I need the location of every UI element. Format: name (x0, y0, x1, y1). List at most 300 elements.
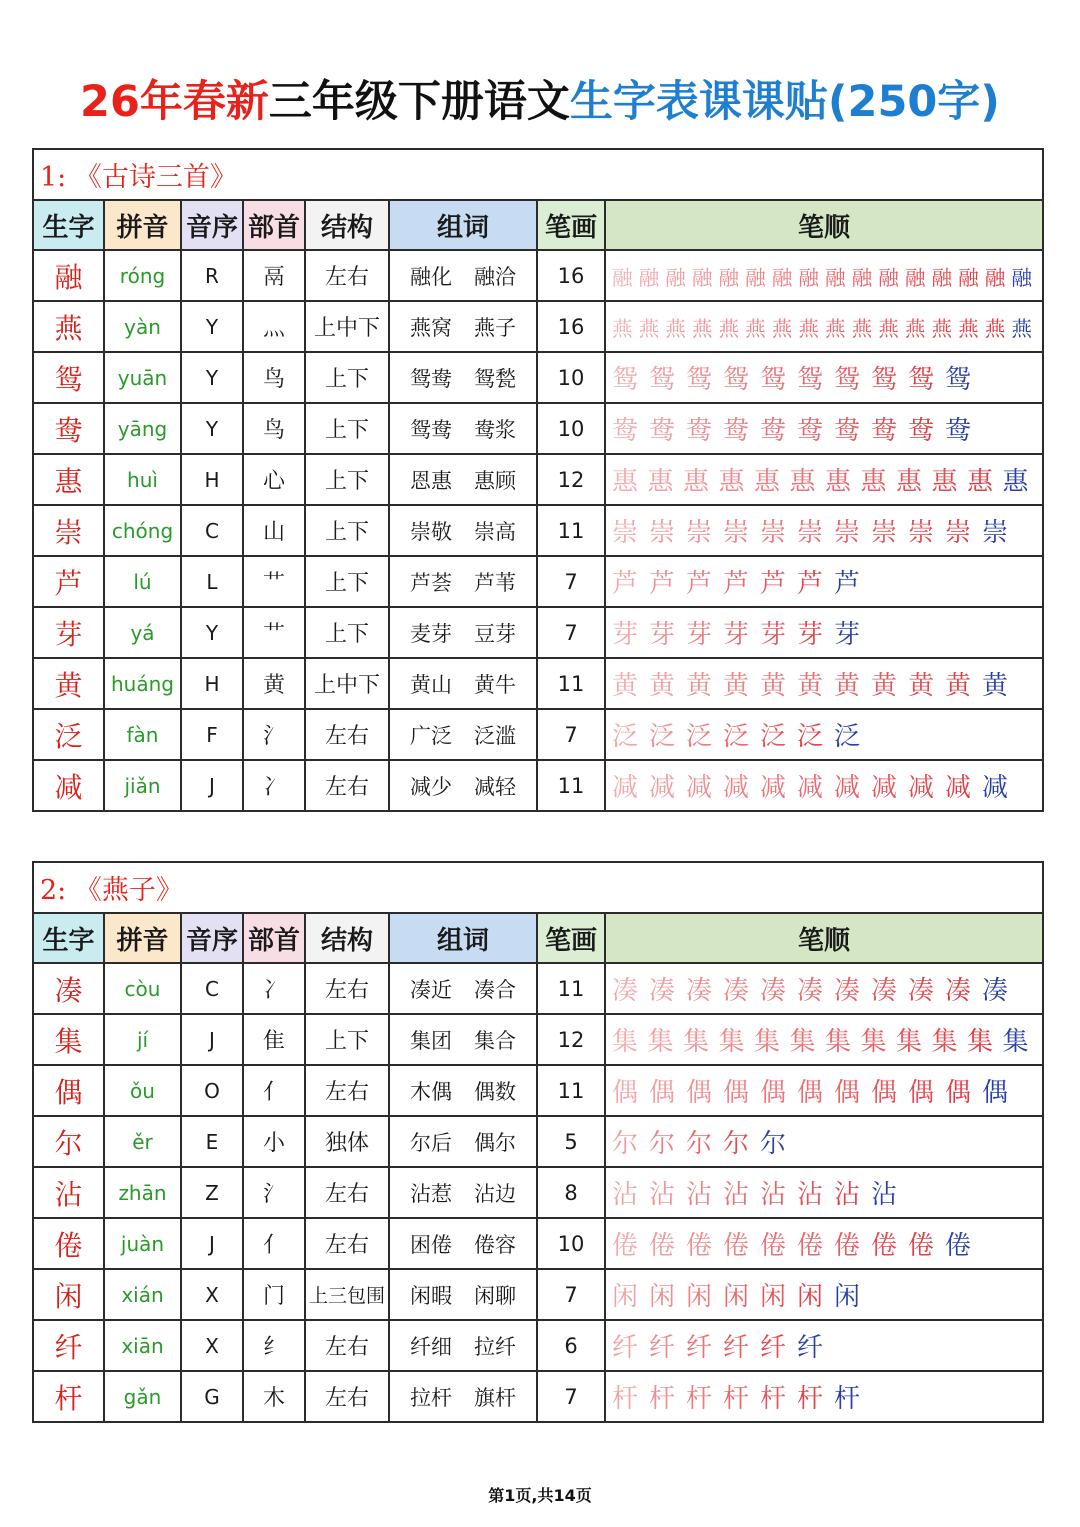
stroke-step-glyph: 倦 (760, 1231, 787, 1261)
stroke-step-glyph: 杆 (760, 1384, 787, 1414)
character-cell: 沾 (33, 1167, 104, 1218)
stroke-step-glyph: 燕 (904, 316, 926, 341)
stroke-step-glyph: 芦 (649, 569, 676, 599)
stroke-step-glyph: 杆 (797, 1384, 824, 1414)
stroke-step-glyph: 沾 (612, 1180, 639, 1210)
character-cell: 杆 (33, 1371, 104, 1422)
phonetic-order-cell: Y (181, 607, 243, 658)
word: 融化 (410, 264, 452, 289)
stroke-step-glyph: 融 (931, 265, 953, 290)
stroke-step-glyph: 沾 (797, 1180, 824, 1210)
header-char: 生字 (33, 200, 104, 250)
words-cell (389, 1065, 537, 1116)
stroke-step-glyph: 闲 (649, 1282, 676, 1312)
word: 沾惹 (410, 1181, 452, 1206)
stroke-step-glyph: 集 (718, 1027, 745, 1057)
stroke-step-glyph: 减 (686, 773, 713, 803)
stroke-order-cell (605, 709, 1043, 760)
character-cell: 鸳 (33, 352, 104, 403)
stroke-step-glyph: 集 (896, 1027, 923, 1057)
word: 鸳甃 (474, 366, 516, 391)
table-row (33, 760, 1043, 811)
stroke-step-glyph: 尔 (649, 1129, 676, 1159)
stroke-step-glyph: 芦 (760, 569, 787, 599)
stroke-count-cell: 16 (537, 301, 605, 352)
stroke-step-glyph: 鸯 (760, 416, 787, 446)
title-red-part: 26年春新 (80, 77, 269, 127)
pinyin-cell: jí (104, 1014, 181, 1065)
stroke-order-cell (605, 963, 1043, 1014)
word: 纤细 (410, 1334, 452, 1359)
word: 尔后 (410, 1130, 452, 1155)
stroke-step-glyph: 融 (984, 265, 1006, 290)
stroke-order-cell (605, 658, 1043, 709)
radical-cell: 山 (243, 505, 305, 556)
structure-cell: 上三包围 (305, 1269, 389, 1320)
stroke-step-glyph: 黄 (834, 671, 861, 701)
radical-cell: 冫 (243, 760, 305, 811)
table-row (33, 454, 1043, 505)
stroke-step-glyph: 燕 (984, 316, 1006, 341)
stroke-step-glyph: 燕 (825, 316, 846, 341)
stroke-step-glyph: 融 (691, 265, 713, 290)
character-cell: 偶 (33, 1065, 104, 1116)
stroke-step-glyph: 偶 (797, 1078, 824, 1108)
stroke-step-glyph: 偶 (723, 1078, 750, 1108)
stroke-step-glyph: 芦 (797, 569, 824, 599)
stroke-step-glyph: 燕 (691, 316, 713, 341)
stroke-order-cell (605, 1320, 1043, 1371)
stroke-step-glyph: 杆 (686, 1384, 713, 1414)
word: 崇敬 (410, 519, 452, 544)
character-cell: 黄 (33, 658, 104, 709)
header-char: 生字 (33, 913, 104, 963)
word: 沾边 (474, 1181, 516, 1206)
table-row (33, 250, 1043, 301)
stroke-order-cell (605, 607, 1043, 658)
stroke-step-glyph: 鸯 (908, 416, 935, 446)
stroke-step-glyph: 黄 (723, 671, 750, 701)
word: 旗杆 (474, 1385, 516, 1410)
stroke-step-glyph: 黄 (649, 671, 676, 701)
stroke-step-glyph: 集 (860, 1027, 887, 1057)
stroke-count-cell: 12 (537, 454, 605, 505)
character-cell: 泛 (33, 709, 104, 760)
stroke-step-glyph: 鸳 (760, 365, 787, 395)
stroke-step-glyph: 减 (834, 773, 861, 803)
stroke-count-cell: 11 (537, 760, 605, 811)
words-cell (389, 658, 537, 709)
word: 芦苇 (474, 570, 516, 595)
stroke-step-glyph: 沾 (760, 1180, 787, 1210)
word: 恩惠 (410, 468, 452, 493)
header-structure: 结构 (305, 200, 389, 250)
phonetic-order-cell: R (181, 250, 243, 301)
pinyin-cell: xiān (104, 1320, 181, 1371)
stroke-step-glyph: 减 (908, 773, 935, 803)
structure-cell: 上下 (305, 454, 389, 505)
stroke-order-cell (605, 301, 1043, 352)
stroke-step-glyph: 黄 (797, 671, 824, 701)
phonetic-order-cell: O (181, 1065, 243, 1116)
character-cell: 闲 (33, 1269, 104, 1320)
stroke-step-glyph: 减 (649, 773, 676, 803)
stroke-step-glyph: 闲 (723, 1282, 750, 1312)
character-cell: 崇 (33, 505, 104, 556)
stroke-step-glyph: 黄 (982, 671, 1009, 701)
table-row (33, 963, 1043, 1014)
stroke-step-glyph: 偶 (834, 1078, 861, 1108)
stroke-step-glyph: 芽 (723, 620, 750, 650)
stroke-step-glyph: 鸳 (834, 365, 861, 395)
header-radical: 部首 (243, 200, 305, 250)
header-strokes: 笔画 (537, 200, 605, 250)
lesson-title-row (33, 862, 1043, 913)
stroke-step-glyph: 黄 (686, 671, 713, 701)
stroke-step-glyph: 杆 (649, 1384, 676, 1414)
stroke-step-glyph: 沾 (834, 1180, 861, 1210)
words-cell (389, 301, 537, 352)
title-black-part: 三年级下册语文 (268, 77, 570, 127)
word: 麦芽 (410, 621, 452, 646)
table-row (33, 1116, 1043, 1167)
word: 偶尔 (474, 1130, 516, 1155)
stroke-count-cell: 5 (537, 1116, 605, 1167)
stroke-step-glyph: 惠 (896, 467, 923, 497)
stroke-count-cell: 7 (537, 709, 605, 760)
structure-cell: 上中下 (305, 658, 389, 709)
stroke-step-glyph: 芽 (797, 620, 824, 650)
stroke-step-glyph: 泛 (649, 722, 676, 752)
stroke-count-cell: 7 (537, 607, 605, 658)
word: 燕窝 (410, 315, 452, 340)
stroke-step-glyph: 鸳 (945, 365, 972, 395)
radical-cell: 氵 (243, 1167, 305, 1218)
pinyin-cell: chóng (104, 505, 181, 556)
phonetic-order-cell: H (181, 658, 243, 709)
stroke-count-cell: 10 (537, 1218, 605, 1269)
words-cell (389, 760, 537, 811)
stroke-step-glyph: 鸳 (908, 365, 935, 395)
stroke-count-cell: 11 (537, 505, 605, 556)
stroke-step-glyph: 减 (797, 773, 824, 803)
stroke-step-glyph: 沾 (649, 1180, 676, 1210)
stroke-order-cell (605, 454, 1043, 505)
stroke-step-glyph: 融 (851, 265, 873, 290)
header-pinyin: 拼音 (104, 913, 181, 963)
stroke-step-glyph: 惠 (683, 467, 710, 497)
structure-cell: 上中下 (305, 301, 389, 352)
table-row (33, 403, 1043, 454)
lesson-title-row (33, 149, 1043, 200)
table-row (33, 556, 1043, 607)
stroke-step-glyph: 杆 (834, 1384, 861, 1414)
stroke-step-glyph: 燕 (1011, 316, 1032, 341)
stroke-step-glyph: 燕 (931, 316, 953, 341)
stroke-step-glyph: 集 (825, 1027, 852, 1057)
stroke-count-cell: 11 (537, 963, 605, 1014)
stroke-order-cell (605, 1014, 1043, 1065)
stroke-step-glyph: 偶 (760, 1078, 787, 1108)
stroke-order-cell (605, 760, 1043, 811)
pinyin-cell: juàn (104, 1218, 181, 1269)
stroke-step-glyph: 减 (760, 773, 787, 803)
stroke-step-glyph: 集 (967, 1027, 994, 1057)
stroke-step-glyph: 偶 (945, 1078, 972, 1108)
stroke-step-glyph: 融 (665, 265, 686, 290)
phonetic-order-cell: F (181, 709, 243, 760)
stroke-order-cell (605, 1218, 1043, 1269)
words-cell (389, 1014, 537, 1065)
word: 鸯浆 (474, 417, 516, 442)
radical-cell: 冫 (243, 963, 305, 1014)
table-row (33, 1371, 1043, 1422)
word: 豆芽 (474, 621, 516, 646)
words-cell (389, 403, 537, 454)
radical-cell: 鬲 (243, 250, 305, 301)
stroke-step-glyph: 凑 (760, 976, 787, 1006)
words-cell (389, 1269, 537, 1320)
stroke-step-glyph: 芦 (686, 569, 713, 599)
character-table (32, 148, 1044, 812)
stroke-step-glyph: 集 (931, 1027, 958, 1057)
stroke-step-glyph: 芽 (612, 620, 639, 650)
stroke-step-glyph: 减 (945, 773, 972, 803)
word: 黄山 (410, 672, 452, 697)
structure-cell: 上下 (305, 1014, 389, 1065)
stroke-step-glyph: 集 (754, 1027, 781, 1057)
stroke-step-glyph: 纤 (723, 1333, 750, 1363)
table-row (33, 1218, 1043, 1269)
stroke-step-glyph: 鸳 (871, 365, 898, 395)
radical-cell: 亻 (243, 1218, 305, 1269)
pinyin-cell: xián (104, 1269, 181, 1320)
stroke-order-cell (605, 1167, 1043, 1218)
stroke-step-glyph: 倦 (945, 1231, 972, 1261)
structure-cell: 左右 (305, 963, 389, 1014)
stroke-count-cell: 11 (537, 1065, 605, 1116)
stroke-step-glyph: 鸳 (686, 365, 713, 395)
structure-cell: 上下 (305, 556, 389, 607)
stroke-step-glyph: 凑 (834, 976, 861, 1006)
stroke-step-glyph: 惠 (754, 467, 781, 497)
phonetic-order-cell: Z (181, 1167, 243, 1218)
stroke-step-glyph: 燕 (665, 316, 686, 341)
stroke-step-glyph: 集 (612, 1027, 639, 1057)
pinyin-cell: yuān (104, 352, 181, 403)
character-cell: 芽 (33, 607, 104, 658)
stroke-step-glyph: 惠 (647, 467, 674, 497)
stroke-step-glyph: 凑 (908, 976, 935, 1006)
words-cell (389, 607, 537, 658)
radical-cell: 艹 (243, 556, 305, 607)
phonetic-order-cell: X (181, 1269, 243, 1320)
stroke-step-glyph: 崇 (834, 518, 861, 548)
stroke-step-glyph: 芽 (834, 620, 861, 650)
structure-cell: 左右 (305, 1320, 389, 1371)
character-cell: 芦 (33, 556, 104, 607)
character-cell: 鸯 (33, 403, 104, 454)
stroke-step-glyph: 惠 (931, 467, 958, 497)
lesson-title: 1: 《古诗三首》 (33, 149, 1043, 200)
stroke-step-glyph: 崇 (797, 518, 824, 548)
stroke-step-glyph: 凑 (649, 976, 676, 1006)
stroke-step-glyph: 减 (982, 773, 1009, 803)
stroke-step-glyph: 泛 (723, 722, 750, 752)
stroke-step-glyph: 泛 (797, 722, 824, 752)
stroke-step-glyph: 鸯 (649, 416, 676, 446)
stroke-step-glyph: 偶 (649, 1078, 676, 1108)
stroke-step-glyph: 偶 (871, 1078, 898, 1108)
stroke-step-glyph: 鸯 (834, 416, 861, 446)
word: 倦容 (474, 1232, 516, 1257)
character-cell: 惠 (33, 454, 104, 505)
stroke-step-glyph: 尔 (612, 1129, 639, 1159)
words-cell (389, 709, 537, 760)
stroke-step-glyph: 尔 (723, 1129, 750, 1159)
structure-cell: 左右 (305, 1371, 389, 1422)
phonetic-order-cell: X (181, 1320, 243, 1371)
stroke-step-glyph: 纤 (760, 1333, 787, 1363)
stroke-step-glyph: 倦 (908, 1231, 935, 1261)
page-title (0, 70, 1080, 134)
stroke-step-glyph: 崇 (760, 518, 787, 548)
stroke-order-cell (605, 556, 1043, 607)
stroke-step-glyph: 芽 (686, 620, 713, 650)
stroke-step-glyph: 闲 (834, 1282, 861, 1312)
stroke-step-glyph: 凑 (945, 976, 972, 1006)
stroke-step-glyph: 偶 (686, 1078, 713, 1108)
stroke-step-glyph: 燕 (878, 316, 899, 341)
pinyin-cell: huáng (104, 658, 181, 709)
stroke-step-glyph: 崇 (686, 518, 713, 548)
stroke-step-glyph: 倦 (834, 1231, 861, 1261)
pinyin-cell: yàn (104, 301, 181, 352)
radical-cell: 心 (243, 454, 305, 505)
stroke-order-cell (605, 1269, 1043, 1320)
word: 闲暇 (410, 1283, 452, 1308)
stroke-step-glyph: 燕 (745, 316, 766, 341)
stroke-count-cell: 7 (537, 556, 605, 607)
pinyin-cell: gǎn (104, 1371, 181, 1422)
words-cell (389, 454, 537, 505)
table-row (33, 1320, 1043, 1371)
table-row (33, 1167, 1043, 1218)
stroke-count-cell: 12 (537, 1014, 605, 1065)
stroke-step-glyph: 纤 (686, 1333, 713, 1363)
pinyin-cell: còu (104, 963, 181, 1014)
words-cell (389, 963, 537, 1014)
stroke-step-glyph: 集 (683, 1027, 710, 1057)
character-cell: 减 (33, 760, 104, 811)
stroke-step-glyph: 鸯 (871, 416, 898, 446)
stroke-step-glyph: 崇 (908, 518, 935, 548)
pinyin-cell: ǒu (104, 1065, 181, 1116)
structure-cell: 左右 (305, 1167, 389, 1218)
stroke-step-glyph: 燕 (612, 316, 633, 341)
phonetic-order-cell: J (181, 760, 243, 811)
words-cell (389, 250, 537, 301)
pinyin-cell: ěr (104, 1116, 181, 1167)
stroke-step-glyph: 纤 (797, 1333, 824, 1363)
phonetic-order-cell: L (181, 556, 243, 607)
radical-cell: 灬 (243, 301, 305, 352)
word: 木偶 (410, 1079, 452, 1104)
header-row (33, 913, 1043, 963)
word: 拉杆 (410, 1385, 452, 1410)
header-pinyin: 拼音 (104, 200, 181, 250)
word: 崇高 (474, 519, 516, 544)
stroke-step-glyph: 鸳 (723, 365, 750, 395)
radical-cell: 艹 (243, 607, 305, 658)
stroke-step-glyph: 融 (958, 265, 979, 290)
character-cell: 纤 (33, 1320, 104, 1371)
stroke-step-glyph: 黄 (945, 671, 972, 701)
stroke-step-glyph: 融 (638, 265, 660, 290)
stroke-step-glyph: 黄 (871, 671, 898, 701)
word: 减轻 (474, 774, 516, 799)
structure-cell: 独体 (305, 1116, 389, 1167)
stroke-step-glyph: 崇 (612, 518, 639, 548)
stroke-step-glyph: 崇 (649, 518, 676, 548)
stroke-step-glyph: 偶 (612, 1078, 639, 1108)
words-cell (389, 1320, 537, 1371)
header-order: 音序 (181, 913, 243, 963)
stroke-step-glyph: 融 (612, 265, 633, 290)
stroke-step-glyph: 融 (878, 265, 899, 290)
phonetic-order-cell: J (181, 1014, 243, 1065)
stroke-step-glyph: 偶 (982, 1078, 1009, 1108)
stroke-step-glyph: 燕 (958, 316, 979, 341)
structure-cell: 上下 (305, 403, 389, 454)
stroke-order-cell (605, 403, 1043, 454)
page-footer: 第1页,共14页 (488, 1486, 592, 1505)
pinyin-cell: huì (104, 454, 181, 505)
word: 惠顾 (474, 468, 516, 493)
stroke-step-glyph: 倦 (871, 1231, 898, 1261)
stroke-step-glyph: 闲 (760, 1282, 787, 1312)
stroke-step-glyph: 集 (647, 1027, 674, 1057)
stroke-step-glyph: 纤 (612, 1333, 639, 1363)
stroke-step-glyph: 惠 (612, 467, 639, 497)
title-blue-part: 生字表课课贴(250字) (569, 77, 1000, 127)
stroke-step-glyph: 鸳 (797, 365, 824, 395)
stroke-step-glyph: 燕 (798, 316, 819, 341)
character-cell: 集 (33, 1014, 104, 1065)
header-structure: 结构 (305, 913, 389, 963)
stroke-step-glyph: 惠 (967, 467, 994, 497)
stroke-step-glyph: 融 (798, 265, 819, 290)
stroke-order-cell (605, 352, 1043, 403)
radical-cell: 黄 (243, 658, 305, 709)
header-words: 组词 (389, 913, 537, 963)
stroke-step-glyph: 黄 (908, 671, 935, 701)
stroke-count-cell: 10 (537, 403, 605, 454)
stroke-count-cell: 6 (537, 1320, 605, 1371)
word: 芦荟 (410, 570, 452, 595)
word: 集合 (474, 1028, 516, 1053)
stroke-order-cell (605, 250, 1043, 301)
word: 困倦 (410, 1232, 452, 1257)
stroke-count-cell: 7 (537, 1269, 605, 1320)
pinyin-cell: lú (104, 556, 181, 607)
stroke-step-glyph: 沾 (871, 1180, 898, 1210)
stroke-order-cell (605, 1065, 1043, 1116)
stroke-step-glyph: 杆 (723, 1384, 750, 1414)
stroke-step-glyph: 集 (789, 1027, 816, 1057)
word: 黄牛 (474, 672, 516, 697)
stroke-step-glyph: 鸯 (723, 416, 750, 446)
